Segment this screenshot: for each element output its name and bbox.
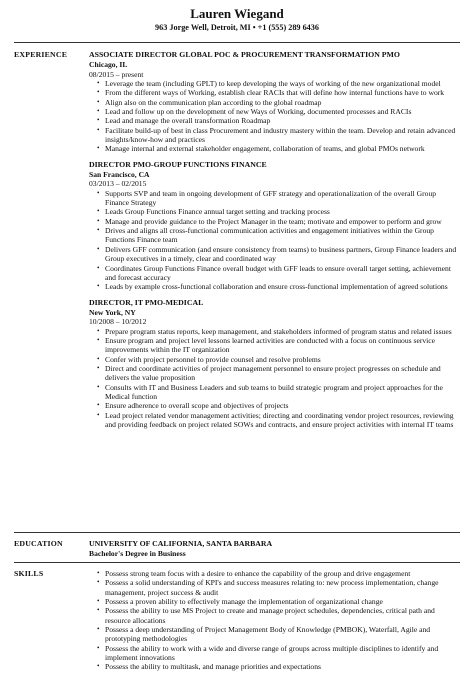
education-section bbox=[14, 539, 460, 559]
school-name: UNIVERSITY OF CALIFORNIA, SANTA BARBARA bbox=[89, 539, 273, 548]
job-title: ASSOCIATE DIRECTOR GLOBAL POC & PROCUREMENT TRANSFORMATION PMO bbox=[89, 50, 400, 59]
skill-item: • Possess a solid understanding of KPI's and success measures relating to: new process implementation, change management, project success & audit bbox=[99, 578, 460, 597]
skills-body bbox=[89, 569, 460, 672]
bullet-item: • Leads by example cross-functional collaboration and ensure cross-functional implementation of agreed solutions bbox=[99, 282, 460, 291]
bullet-item: • Lead and manage the overall transformation Roadmap bbox=[99, 116, 460, 125]
skills-label: SKILLS bbox=[14, 569, 44, 578]
bullet-item: • Align also on the communication plan according to the global roadmap bbox=[99, 98, 460, 107]
bullet-item: • Lead project related vendor management activities; directing and coordinating vendor project resources, reviewing and providing feedback on project related SOWs and contracts, and ensure project activities with internal IT teams bbox=[99, 411, 460, 430]
job-dates: 03/2013 – 02/2015 bbox=[89, 179, 147, 189]
bullet-item: • Consults with IT and Business Leaders and sub teams to build strategic program and project approaches for the Medical function bbox=[99, 383, 460, 402]
candidate-name: Lauren Wiegand bbox=[190, 6, 284, 21]
job-bullets bbox=[89, 189, 460, 292]
bullet-item: • Leads Group Functions Finance annual target setting and tracking process bbox=[99, 207, 460, 216]
degree: Bachelor's Degree in Business bbox=[89, 549, 186, 558]
bullet-item: • Confer with project personnel to provide counsel and resolve problems bbox=[99, 355, 460, 364]
job-entry bbox=[89, 298, 460, 430]
job-entry bbox=[89, 50, 460, 154]
education-label: EDUCATION bbox=[14, 539, 63, 548]
skill-item: • Possess strong team focus with a desire to enhance the capability of the group and drive engagement bbox=[99, 569, 460, 578]
skill-item: • Possess the ability to work with a wide and diverse range of groups across multiple disciplines to identify and implement innovations bbox=[99, 644, 460, 663]
contact-line: 963 Jorge Well, Detroit, MI • +1 (555) 289 6436 bbox=[155, 23, 319, 32]
experience-label: EXPERIENCE bbox=[14, 50, 68, 59]
skill-item: • Possess the ability to use MS Project to create and manage project schedules, dependencies, critical path and resource allocations bbox=[99, 606, 460, 625]
skill-item: • Possess a deep understanding of Project Management Body of Knowledge (PMBOK), Waterfall, Agile and prototyping methodologies bbox=[99, 625, 460, 644]
skills-list bbox=[89, 569, 460, 672]
bullet-item: • Manage and provide guidance to the Project Manager in the team; motivate and empower to perform and grow bbox=[99, 217, 460, 226]
resume-header bbox=[0, 0, 474, 33]
skills-section bbox=[14, 569, 460, 672]
header-divider bbox=[14, 42, 460, 43]
skills-divider bbox=[14, 562, 460, 563]
bullet-item: • Lead and follow up on the development of new Ways of Working, documented processes and RACIs bbox=[99, 107, 460, 116]
job-bullets bbox=[89, 79, 460, 154]
bullet-item: • Supports SVP and team in ongoing development of GFF strategy and operationalization of the overall Group Finance Strategy bbox=[99, 189, 460, 208]
job-location: Chicago, IL bbox=[89, 60, 128, 69]
bullet-item: • From the different ways of Working, establish clear RACIs that will define how internal functions have to work bbox=[99, 88, 460, 97]
bullet-item: • Leverage the team (including GPLT) to keep developing the ways of working of the new organizational model bbox=[99, 79, 460, 88]
job-title: DIRECTOR, IT PMO-MEDICAL bbox=[89, 297, 204, 307]
skill-item: • Possess the ability to multitask, and manage priorities and expectations bbox=[99, 662, 460, 671]
bullet-item: • Delivers GFF communication (and ensure consistency from teams) to business partners, Group Finance leaders and Group executives in a timely, clear and coordinated way bbox=[99, 245, 460, 264]
bullet-item: • Facilitate build-up of best in class Procurement and industry mastery within the team. Develop and retain advanced insights/know-how and practices bbox=[99, 126, 460, 145]
job-dates: 08/2015 – present bbox=[89, 69, 144, 79]
job-title: DIRECTOR PMO-GROUP FUNCTIONS FINANCE bbox=[89, 159, 267, 169]
job-location: San Francisco, CA bbox=[89, 169, 150, 179]
skill-item: • Possess a proven ability to effectively manage the implementation of organizational change bbox=[99, 597, 460, 606]
job-entry bbox=[89, 160, 460, 292]
bullet-item: • Prepare program status reports, keep management, and stakeholders informed of program status and related issues bbox=[99, 327, 460, 336]
bullet-item: • Ensure adherence to overall scope and objectives of projects bbox=[99, 401, 460, 410]
job-location: New York, NY bbox=[89, 307, 136, 317]
experience-section bbox=[14, 50, 460, 435]
job-dates: 10/2008 – 10/2012 bbox=[89, 317, 147, 327]
experience-body bbox=[89, 50, 460, 429]
bullet-item: • Ensure program and project level lessons learned activities are conducted with a focus on continuous service improvements within the IT organization bbox=[99, 336, 460, 355]
bullet-item: • Coordinates Group Functions Finance overall budget with GFF leads to ensure overall target setting, achievement and forecast accuracy bbox=[99, 264, 460, 283]
bullet-item: • Manage internal and external stakeholder engagement, collaboration of teams, and global PMOs network bbox=[99, 144, 460, 153]
job-bullets bbox=[89, 327, 460, 430]
bullet-item: • Direct and coordinate activities of project management personnel to ensure project progresses on schedule and delivers the value proposition bbox=[99, 364, 460, 383]
education-divider bbox=[14, 532, 460, 533]
bullet-item: • Drives and aligns all cross-functional communication activities and engagement initiatives within the Group Functions Finance team bbox=[99, 226, 460, 245]
education-body bbox=[89, 539, 460, 559]
